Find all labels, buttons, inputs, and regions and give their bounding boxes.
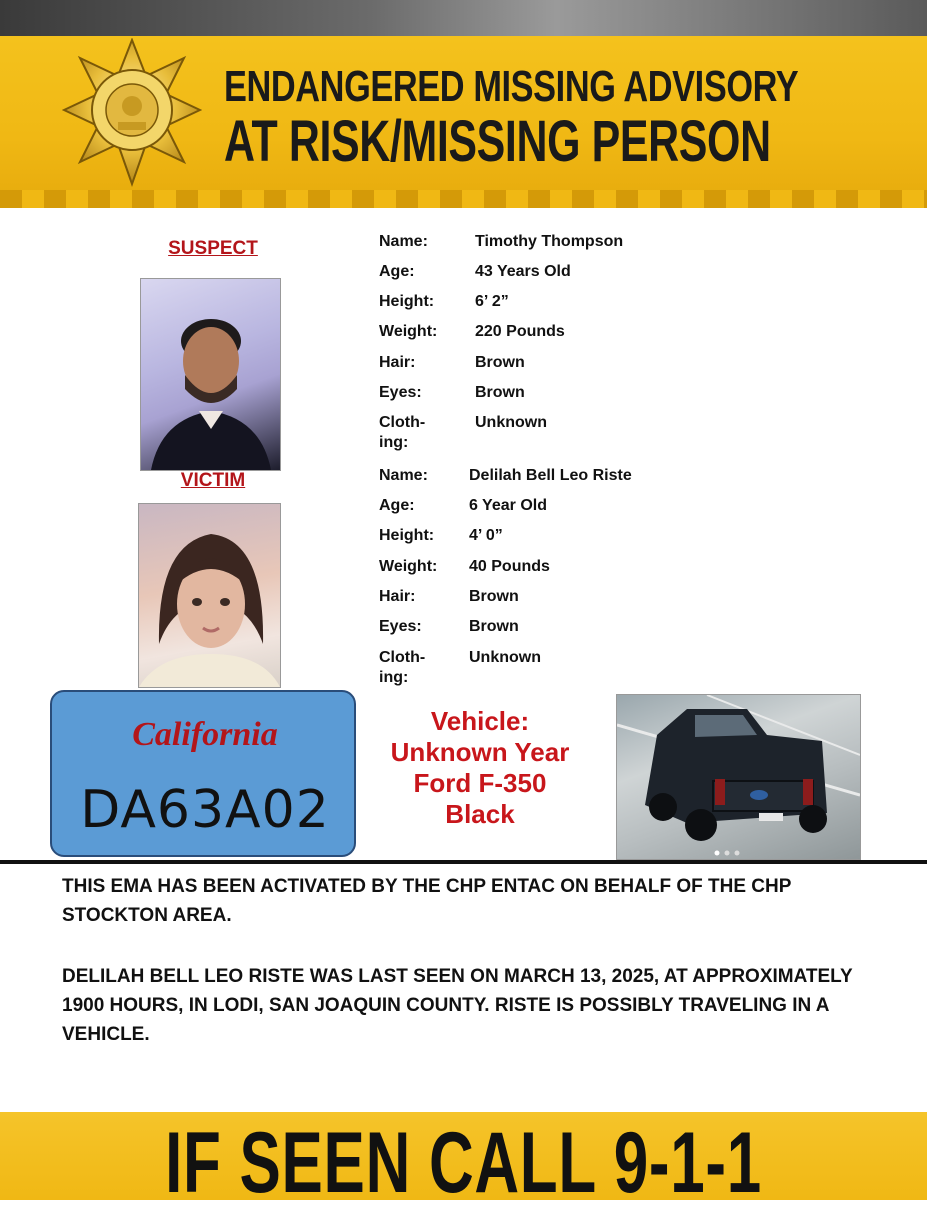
vehicle-model: Ford F-350 — [413, 768, 547, 798]
suspect-portrait-icon — [141, 279, 280, 470]
last-seen-paragraph: DELILAH BELL LEO RISTE WAS LAST SEEN ON MARCH 13, 2025, AT APPROXIMATELY 1900 HOURS, IN LODI, SAN JOAQUIN COUNTY. RISTE IS POSSIBLY TRAVELING IN A VEHICLE. — [62, 966, 853, 1045]
victim-clothing-value: Unknown — [469, 649, 541, 666]
suspect-clothing-value: Unknown — [475, 414, 547, 431]
suspect-eyes-value: Brown — [475, 384, 525, 401]
suspect-eyes-label: Eyes: — [379, 384, 422, 401]
suspect-clothing-label: Cloth- ing: — [379, 414, 426, 451]
victim-age-value: 6 Year Old — [469, 497, 547, 514]
suspect-weight-label: Weight: — [379, 323, 438, 340]
suspect-hair-label: Hair: — [379, 354, 416, 371]
victim-hair-value: Brown — [469, 588, 519, 605]
victim-age-label: Age: — [379, 497, 415, 514]
victim-weight-value: 40 Pounds — [469, 558, 550, 575]
suspect-height-value: 6’ 2” — [475, 293, 509, 310]
vehicle-photo — [616, 694, 861, 860]
victim-photo — [138, 503, 281, 688]
suspect-age-value: 43 Years Old — [475, 263, 571, 280]
vehicle-label: Vehicle: — [430, 706, 530, 736]
chp-badge-icon — [62, 38, 202, 188]
victim-height-label: Height: — [379, 527, 435, 544]
victim-eyes-label: Eyes: — [379, 618, 422, 635]
plate-number: DA63A02 — [80, 780, 330, 840]
header-photo-strip — [0, 0, 927, 36]
suspect-name-label: Name: — [379, 233, 428, 250]
suspect-name-value: Timothy Thompson — [475, 233, 624, 250]
license-plate — [50, 690, 356, 857]
suspect-photo — [140, 278, 281, 471]
suspect-age-label: Age: — [379, 263, 415, 280]
section-divider — [0, 860, 927, 864]
vehicle-description — [360, 706, 600, 830]
victim-portrait-icon — [139, 504, 280, 687]
suspect-weight-value: 220 Pounds — [475, 323, 565, 340]
title-line-2: AT RISK/MISSING PERSON — [224, 109, 771, 174]
victim-eyes-value: Brown — [469, 618, 519, 635]
suspect-height-label: Height: — [379, 293, 435, 310]
vehicle-color: Black — [445, 799, 515, 829]
suspect-hair-value: Brown — [475, 354, 525, 371]
victim-name-value: Delilah Bell Leo Riste — [469, 467, 632, 484]
activation-paragraph: THIS EMA HAS BEEN ACTIVATED BY THE CHP ENTAC ON BEHALF OF THE CHP STOCKTON AREA. — [62, 876, 792, 926]
victim-height-value: 4’ 0” — [469, 527, 503, 544]
call-911-text: IF SEEN CALL 9-1-1 — [165, 1115, 762, 1211]
plate-state: California — [132, 716, 278, 753]
vehicle-year: Unknown Year — [390, 737, 570, 767]
victim-clothing-label: Cloth- ing: — [379, 649, 426, 686]
victim-hair-label: Hair: — [379, 588, 416, 605]
victim-label: VICTIM — [180, 470, 246, 491]
suspect-label: SUSPECT — [168, 238, 258, 259]
header-stripe — [0, 190, 927, 208]
victim-name-label: Name: — [379, 467, 428, 484]
truck-icon — [617, 695, 860, 859]
victim-weight-label: Weight: — [379, 558, 438, 575]
title-line-1: ENDANGERED MISSING ADVISORY — [224, 62, 799, 111]
